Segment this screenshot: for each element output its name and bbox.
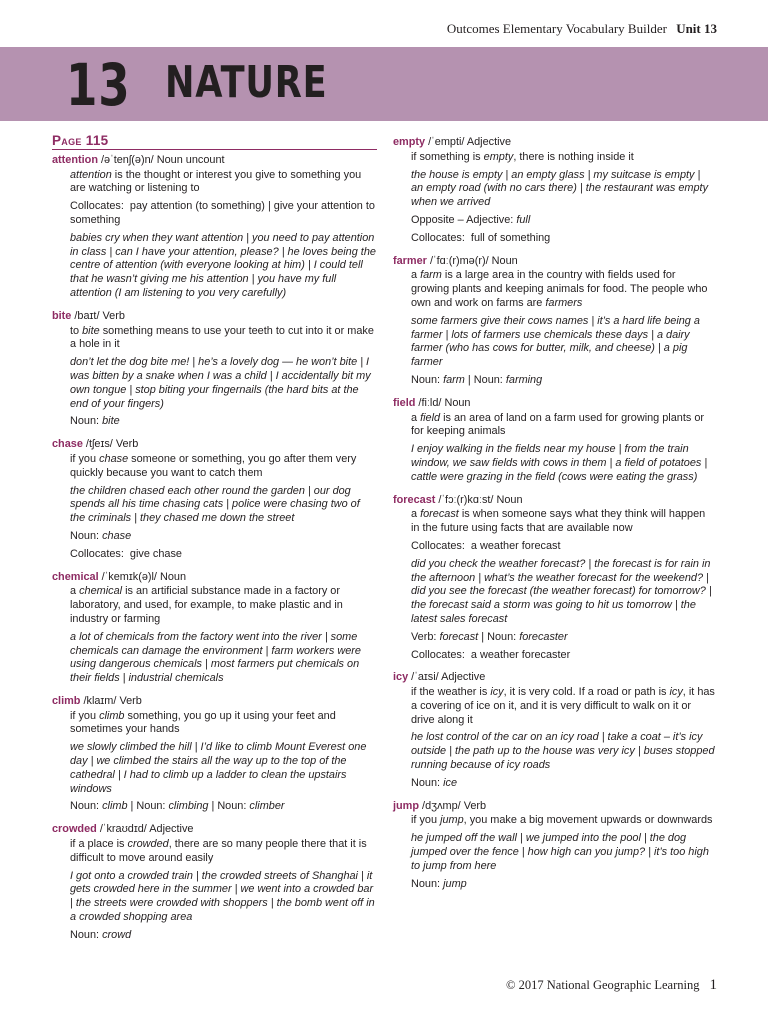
pronunciation: /ˈkraʊdɪd/ bbox=[99, 823, 147, 836]
pronunciation: /fiːld/ bbox=[418, 396, 442, 409]
entry-headline bbox=[393, 397, 715, 411]
dictionary-entry bbox=[393, 255, 715, 388]
definition: if you jump, you make a big movement upwards or downwards bbox=[411, 814, 713, 827]
definition: if you climb something, you go up it using your feet and sometimes your hands bbox=[70, 709, 336, 736]
left-entries bbox=[52, 154, 377, 943]
entry-note: Noun: farm | Noun: farming bbox=[411, 373, 543, 386]
entry-note: Noun: bite bbox=[70, 415, 120, 428]
example-sentences: babies cry when they want attention | you need to pay attention in class | can I have your attention, please? | he loves being the centre of attention (with everyone looking at him) | I could tell that he wasn’t giving me his attention | you have my full attention (I am listening to you very carefully) bbox=[70, 231, 376, 299]
right-entries bbox=[393, 136, 715, 891]
entry-note: Noun: climb | Noun: climbing | Noun: climber bbox=[70, 800, 285, 813]
example-sentences: the house is empty | an empty glass | my suitcase is empty | an empty road (with no cars there) | the restaurant was empty when we arrived bbox=[411, 168, 709, 209]
example-sentences: a lot of chemicals from the factory went into the river | some chemicals can damage the environment | farm workers were using dangerous chemicals | most farmers put chemicals on their fields | industrial chemicals bbox=[70, 630, 361, 685]
entry-headline bbox=[393, 800, 715, 814]
unit-label: Unit 13 bbox=[676, 21, 717, 36]
entry-headline bbox=[393, 671, 715, 685]
entry-note: Noun: chase bbox=[70, 529, 132, 542]
entry-note: Opposite – Adjective: full bbox=[411, 213, 531, 226]
definition: a farm is a large area in the country with fields used for growing plants and keeping animals for food. The people who own and work on farms are farmers bbox=[411, 269, 708, 309]
headword: field bbox=[393, 396, 416, 409]
definition: if you chase someone or something, you go after them very quickly because you want to catch them bbox=[70, 452, 357, 479]
dictionary-entry bbox=[393, 397, 715, 485]
entry-note: Noun: jump bbox=[411, 877, 467, 890]
headword: icy bbox=[393, 671, 409, 684]
headword: climb bbox=[52, 694, 81, 707]
definition: a chemical is an artificial substance made in a factory or laboratory, and used, for example, to make plastic and in industry or farming bbox=[70, 585, 343, 625]
entry-headline bbox=[393, 136, 715, 150]
headword: crowded bbox=[52, 823, 97, 836]
headword: chase bbox=[52, 438, 83, 451]
entry-headline bbox=[52, 438, 377, 452]
dictionary-entry bbox=[393, 494, 715, 663]
entry-note: Noun: ice bbox=[411, 776, 458, 789]
example-sentences: some farmers give their cows names | it’s a hard life being a farmer | lots of farmers use chemicals these days | a dairy farmer (who has cows for butter, milk, and cheese) | a pig farmer bbox=[411, 314, 700, 369]
part-of-speech: Adjective bbox=[149, 823, 194, 836]
definition: if a place is crowded, there are so many people there that it is difficult to move around easily bbox=[70, 838, 367, 864]
entry-note: Collocates: a weather forecast bbox=[411, 539, 561, 552]
entry-headline bbox=[52, 823, 377, 837]
entry-headline bbox=[393, 255, 715, 269]
page-number: 1 bbox=[709, 977, 717, 993]
page-header bbox=[447, 21, 717, 37]
entry-headline bbox=[52, 695, 377, 709]
entry-headline bbox=[393, 494, 715, 508]
headword: jump bbox=[393, 799, 420, 812]
definition: a forecast is when someone says what they think will happen in the future using facts that are available now bbox=[411, 508, 706, 535]
example-sentences: he lost control of the car on an icy road | take a coat – it’s icy outside | the path up to the house was very icy | buses stopped running because of icy roads bbox=[411, 731, 715, 772]
unit-title: NATURE bbox=[165, 57, 328, 108]
copyright-text: © 2017 National Geographic Learning bbox=[506, 978, 700, 992]
example-sentences: the children chased each other round the garden | our dog spends all his time chasing cats | police were chasing two of the criminals | they chased me down the street bbox=[70, 484, 360, 525]
pronunciation: /dʒʌmp/ bbox=[422, 799, 461, 812]
example-sentences: don’t let the dog bite me! | he’s a lovely dog — he won’t bite | I was bitten by a snake when I was a child | I accidentally bit my own tongue | stop biting your fingernails (the hard bits at the end of your fingers) bbox=[70, 356, 371, 410]
dictionary-entry bbox=[52, 571, 377, 686]
dictionary-entry bbox=[52, 695, 377, 814]
pronunciation: /ˈfɑː(r)mə(r)/ bbox=[429, 254, 489, 267]
unit-title-band bbox=[0, 47, 768, 121]
page-footer bbox=[506, 977, 717, 994]
example-sentences: I enjoy walking in the fields near my house | from the train window, we saw fields with cows in them | a field of potatoes | cattle were grazing in the field (cows were eating the grass) bbox=[411, 443, 708, 483]
left-column bbox=[52, 134, 377, 952]
dictionary-entry bbox=[52, 154, 377, 301]
part-of-speech: Verb bbox=[102, 309, 125, 322]
part-of-speech: Verb bbox=[119, 694, 142, 707]
pronunciation: /ˈkemɪk(ə)l/ bbox=[101, 570, 157, 583]
headword: bite bbox=[52, 309, 72, 322]
definition: if the weather is icy, it is very cold. If a road or path is icy, it has a covering of ice on it, and it is very difficult to walk on it or drive along it bbox=[411, 686, 715, 726]
dictionary-entry bbox=[52, 823, 377, 942]
right-column bbox=[393, 136, 715, 900]
definition: a field is an area of land on a farm used for growing plants or for keeping animals bbox=[411, 411, 705, 438]
part-of-speech: Adjective bbox=[441, 671, 486, 684]
page-label: Page 115 bbox=[52, 134, 377, 150]
part-of-speech: Noun bbox=[160, 570, 187, 583]
dictionary-entry bbox=[393, 671, 715, 790]
entry-note: Verb: forecast | Noun: forecaster bbox=[411, 630, 568, 643]
dictionary-entry bbox=[52, 310, 377, 429]
pronunciation: /klaɪm/ bbox=[83, 694, 117, 707]
dictionary-entry bbox=[52, 438, 377, 561]
definition: if something is empty, there is nothing inside it bbox=[411, 150, 634, 163]
headword: chemical bbox=[52, 570, 99, 583]
pronunciation: /baɪt/ bbox=[74, 309, 100, 322]
dictionary-entry bbox=[393, 136, 715, 246]
entry-headline bbox=[52, 310, 377, 324]
part-of-speech: Noun bbox=[444, 396, 471, 409]
part-of-speech: Adjective bbox=[466, 136, 512, 148]
part-of-speech: Noun bbox=[491, 254, 518, 267]
headword: farmer bbox=[393, 254, 427, 267]
unit-number: 13 bbox=[66, 51, 131, 119]
entry-note: Collocates: full of something bbox=[411, 231, 551, 244]
example-sentences: he jumped off the wall | we jumped into the pool | the dog jumped over the fence | how high can you jump? | it’s too high to jump from here bbox=[411, 832, 709, 872]
definition: to bite something means to use your teeth to cut into it or make a hole in it bbox=[70, 324, 374, 351]
part-of-speech: Noun bbox=[496, 493, 523, 506]
pronunciation: /əˈtenʃ(ə)n/ bbox=[101, 153, 154, 166]
dictionary-entry bbox=[393, 800, 715, 892]
book-title: Outcomes Elementary Vocabulary Builder bbox=[446, 21, 667, 36]
entry-headline bbox=[52, 154, 377, 168]
headword: forecast bbox=[393, 493, 436, 506]
pronunciation: /ˈfɔː(r)kɑːst/ bbox=[438, 493, 494, 506]
example-sentences: did you check the weather forecast? | the forecast is for rain in the afternoon | what’s the weather forecast for the weekend? | did you see the forecast (the weather forecast) for tomorrow? | the forecast said a storm was going to hit us tomorrow | the latest sales forecast bbox=[411, 557, 712, 625]
pronunciation: /ˈempti/ bbox=[428, 136, 465, 148]
entry-headline bbox=[52, 571, 377, 585]
pronunciation: /tʃeɪs/ bbox=[85, 438, 113, 451]
part-of-speech: Verb bbox=[115, 438, 139, 451]
pronunciation: /ˈaɪsi/ bbox=[411, 671, 439, 684]
example-sentences: I got onto a crowded train | the crowded streets of Shanghai | it gets crowded here in the summer | we went into a crowded bar | the streets were crowded with shoppers | the bomb went off in a crowded shopping area bbox=[70, 869, 375, 924]
example-sentences: we slowly climbed the hill | I’d like to climb Mount Everest one day | we climbed the stairs all the way up to the top of the cathedral | I had to climb up a ladder to clean the upstairs windows bbox=[70, 741, 367, 795]
definition: attention is the thought or interest you give to something you are watching or listening to bbox=[70, 168, 362, 195]
entry-note: Collocates: give chase bbox=[70, 547, 182, 560]
headword: empty bbox=[393, 136, 426, 148]
entry-note: Collocates: pay attention (to something) | give your attention to something bbox=[70, 200, 375, 226]
part-of-speech: Verb bbox=[463, 799, 487, 812]
entry-note: Collocates: a weather forecaster bbox=[411, 648, 571, 661]
headword: attention bbox=[52, 153, 98, 166]
entry-note: Noun: crowd bbox=[70, 928, 132, 941]
part-of-speech: Noun uncount bbox=[156, 153, 225, 166]
